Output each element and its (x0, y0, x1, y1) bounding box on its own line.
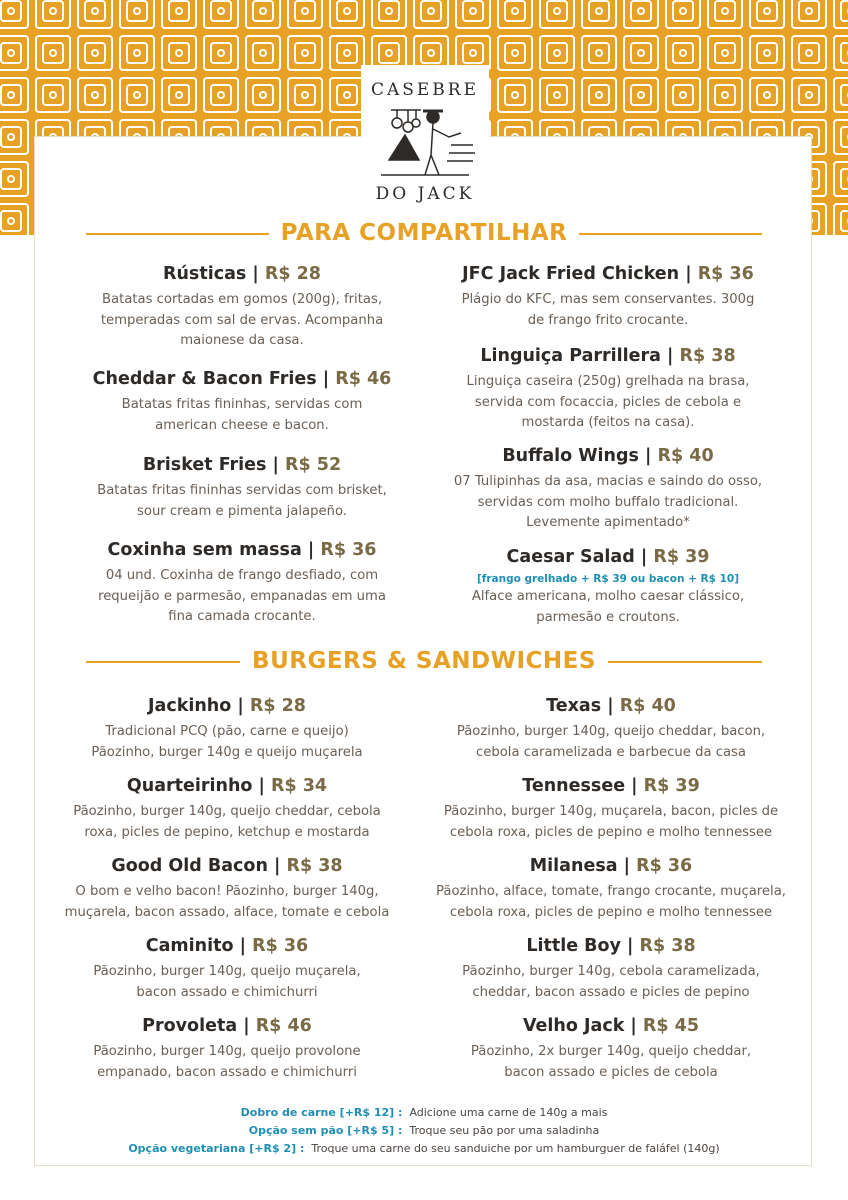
item-description: Pãozinho, burger 140g, queijo cheddar, cebola roxa, picles de pepino, ketchup e mostarda (73, 804, 381, 840)
pattern-square (379, 43, 399, 63)
pattern-square (8, 134, 14, 140)
item-name: Cheddar & Bacon Fries (92, 369, 317, 389)
item-price: R$ 28 (264, 264, 321, 284)
pattern-square (92, 92, 98, 98)
addon-line (0, 1140, 848, 1158)
item-description: Pãozinho, burger 140g, queijo provolone empanado, bacon assado e chimichurri (93, 1044, 361, 1080)
section-title-burgers (0, 648, 848, 674)
pattern-square (120, 78, 154, 112)
item-name: Velho Jack (522, 1016, 625, 1036)
item-description: Tradicional PCQ (pão, carne e queijo) Pãozinho, burger 140g e queijo muçarela (91, 724, 363, 760)
menu-item: Caesar Salad | R$ 39 [frango grelhado + R$ 39 ou bacon + R$ 10] Alface americana, molho caesar clássico, parmesão e croutons. (412, 545, 804, 628)
pattern-square (505, 85, 525, 105)
addon-text: Troque uma carne do seu sanduiche por um hamburguer de faláfel (140g) (311, 1142, 720, 1155)
menu-item: Tennessee | R$ 39 Pãozinho, burger 140g, muçarela, bacon, picles de cebola roxa, picles de pepino e molho tennessee (415, 774, 807, 843)
item-name: Rústicas (162, 264, 247, 284)
pattern-square (463, 1, 483, 21)
addon-text: Troque seu pão por uma saladinha (409, 1124, 600, 1137)
pattern-square (379, 1, 399, 21)
pattern-square (841, 1, 848, 21)
pattern-square (169, 1, 189, 21)
pattern-square (169, 43, 189, 63)
menu-item: Cheddar & Bacon Fries | R$ 46 Batatas fritas fininhas, servidas com american cheese e bacon. (46, 367, 438, 436)
pattern-square (302, 50, 308, 56)
pattern-square (596, 50, 602, 56)
item-name: Jackinho (148, 696, 232, 716)
item-name: JFC Jack Fried Chicken (462, 264, 680, 284)
pattern-square (750, 78, 784, 112)
pattern-square (841, 85, 848, 105)
item-price: R$ 39 (653, 547, 710, 567)
pattern-square (421, 1, 441, 21)
pattern-square (246, 78, 280, 112)
pattern-square (330, 78, 364, 112)
pattern-square (666, 36, 700, 70)
pattern-square (1, 1, 21, 21)
pattern-square (498, 36, 532, 70)
pattern-square (288, 36, 322, 70)
item-name: Good Old Bacon (111, 856, 268, 876)
pattern-square (631, 43, 651, 63)
pattern-square (127, 1, 147, 21)
menu-item: JFC Jack Fried Chicken | R$ 36 Plágio do KFC, mas sem conservantes. 300g de frango frito crocante. (412, 262, 804, 331)
pattern-square (512, 92, 518, 98)
menu-item: Coxinha sem massa | R$ 36 04 und. Coxinha de frango desfiado, com requeijão e parmesão, empanadas em uma fina camada crocante. (46, 538, 438, 628)
pattern-square (211, 85, 231, 105)
pattern-square (512, 8, 518, 14)
addon-label: Opção vegetariana [+R$ 2] : (128, 1142, 305, 1155)
pattern-square (218, 50, 224, 56)
pattern-square (589, 43, 609, 63)
menu-item: Good Old Bacon | R$ 38 O bom e velho bacon! Pãozinho, burger 140g, muçarela, bacon assado, alface, tomate e cebola (31, 854, 423, 923)
menu-item: Quarteirinho | R$ 34 Pãozinho, burger 140g, queijo cheddar, cebola roxa, picles de pepino, ketchup e mostarda (31, 774, 423, 843)
item-description: Alface americana, molho caesar clássico, parmesão e croutons. (471, 589, 745, 625)
pattern-square (631, 1, 651, 21)
menu-item: Caminito | R$ 36 Pãozinho, burger 140g, queijo muçarela, bacon assado e chimichurri (31, 934, 423, 1003)
item-price: R$ 40 (657, 446, 714, 466)
pattern-square (295, 85, 315, 105)
pattern-square (302, 8, 308, 14)
pattern-square (589, 85, 609, 105)
pattern-square (547, 1, 567, 21)
pattern-square (36, 36, 70, 70)
pattern-square (211, 43, 231, 63)
pattern-square (176, 92, 182, 98)
item-description: 04 und. Coxinha de frango desfiado, com requeijão e parmesão, empanadas em uma fina camada crocante. (98, 568, 386, 624)
item-price: R$ 45 (642, 1016, 700, 1036)
pattern-square (386, 8, 392, 14)
menu-item: Provoleta | R$ 46 Pãozinho, burger 140g, queijo provolone empanado, bacon assado e chimichurri (31, 1014, 423, 1083)
pattern-square (624, 36, 658, 70)
item-price: R$ 38 (679, 346, 736, 366)
item-price: R$ 36 (697, 264, 754, 284)
pattern-square (715, 1, 735, 21)
pattern-square (36, 78, 70, 112)
item-name: Caesar Salad (506, 547, 635, 567)
pattern-square (1, 127, 21, 147)
pattern-square (806, 8, 812, 14)
pattern-square (337, 43, 357, 63)
brand-logo (361, 65, 489, 211)
menu-item: Little Boy | R$ 38 Pãozinho, burger 140g, cebola caramelizada, cheddar, bacon assado e picles de pepino (415, 934, 807, 1003)
pattern-square (246, 36, 280, 70)
pattern-square (260, 8, 266, 14)
pattern-square (218, 8, 224, 14)
pattern-square (8, 176, 14, 182)
pattern-square (211, 1, 231, 21)
pattern-square (204, 36, 238, 70)
pattern-square (547, 43, 567, 63)
pattern-square (673, 85, 693, 105)
item-price: R$ 46 (255, 1016, 312, 1036)
pattern-square (708, 78, 742, 112)
item-description: Batatas cortadas em gomos (200g), fritas, temperadas com sal de ervas. Acompanha maionese da casa. (100, 292, 384, 348)
item-price: R$ 46 (335, 369, 392, 389)
pattern-square (1, 169, 21, 189)
pattern-square (463, 43, 483, 63)
pattern-square (673, 43, 693, 63)
pattern-square (1, 43, 21, 63)
addon-text: Adicione uma carne de 140g a mais (409, 1106, 608, 1119)
pattern-square (337, 1, 357, 21)
pattern-square (344, 50, 350, 56)
pattern-square (344, 92, 350, 98)
pattern-square (260, 50, 266, 56)
item-price: R$ 36 (320, 540, 377, 560)
pattern-square (596, 8, 602, 14)
pattern-square (715, 85, 735, 105)
pattern-square (470, 8, 476, 14)
pattern-square (582, 36, 616, 70)
pattern-square (120, 36, 154, 70)
addons-footer (0, 1104, 848, 1158)
addon-line (0, 1104, 848, 1122)
pattern-square (841, 43, 848, 63)
item-name: Little Boy (526, 936, 621, 956)
pattern-square (554, 8, 560, 14)
item-description: Pãozinho, burger 140g, muçarela, bacon, picles de cebola roxa, picles de pepino e molho tennessee (443, 804, 779, 840)
pattern-square (127, 85, 147, 105)
pattern-square (799, 43, 819, 63)
item-description: Pãozinho, alface, tomate, frango crocante, muçarela, cebola roxa, picles de pepino e molho tennessee (436, 884, 786, 920)
menu-item: Jackinho | R$ 28 Tradicional PCQ (pão, carne e queijo) Pãozinho, burger 140g e queijo muçarela (31, 694, 423, 763)
pattern-square (295, 1, 315, 21)
pattern-square (218, 92, 224, 98)
item-description: Pãozinho, burger 140g, cebola caramelizada, cheddar, bacon assado e picles de pepino (462, 964, 760, 1000)
pattern-square (337, 85, 357, 105)
item-name: Linguiça Parrillera (480, 346, 661, 366)
pattern-square (554, 92, 560, 98)
pattern-square (666, 78, 700, 112)
pattern-square (295, 43, 315, 63)
pattern-square (176, 8, 182, 14)
pattern-square (764, 50, 770, 56)
pattern-square (344, 8, 350, 14)
pattern-square (253, 1, 273, 21)
menu-item: Texas | R$ 40 Pãozinho, burger 140g, queijo cheddar, bacon, cebola caramelizada e barbecue da casa (415, 694, 807, 763)
pattern-square (757, 43, 777, 63)
pattern-square (1, 85, 21, 105)
pattern-square (134, 50, 140, 56)
pattern-square (764, 8, 770, 14)
addon-label: Dobro de carne [+R$ 12] : (240, 1106, 403, 1119)
pattern-square (540, 78, 574, 112)
pattern-square (680, 50, 686, 56)
item-price: R$ 34 (271, 776, 328, 796)
item-price: R$ 36 (636, 856, 693, 876)
pattern-square (708, 36, 742, 70)
item-name: Provoleta (142, 1016, 238, 1036)
pattern-square (85, 85, 105, 105)
item-description: Linguiça caseira (250g) grelhada na brasa, servida com focaccia, picles de cebola e mostarda (feitos na casa). (466, 374, 750, 430)
pattern-square (330, 36, 364, 70)
pattern-square (302, 92, 308, 98)
pattern-square (624, 78, 658, 112)
pattern-square (554, 50, 560, 56)
item-price: R$ 38 (286, 856, 343, 876)
item-name: Buffalo Wings (502, 446, 639, 466)
item-name: Caminito (145, 936, 234, 956)
section-title-share-text: PARA COMPARTILHAR (269, 220, 580, 246)
pattern-square (498, 78, 532, 112)
pattern-square (8, 92, 14, 98)
pattern-square (512, 50, 518, 56)
item-description: Batatas fritas fininhas, servidas com american cheese e bacon. (121, 397, 363, 433)
brand-line2: DO JACK (375, 184, 475, 204)
pattern-square (582, 78, 616, 112)
addon-label: Opção sem pão [+R$ 5] : (248, 1124, 403, 1137)
item-price: R$ 39 (643, 776, 700, 796)
item-price: R$ 40 (619, 696, 676, 716)
item-extra-options: [frango grelhado + R$ 39 ou bacon + R$ 10] (476, 573, 740, 585)
pattern-square (127, 43, 147, 63)
pattern-square (540, 36, 574, 70)
pattern-square (547, 85, 567, 105)
pattern-square (78, 36, 112, 70)
pattern-square (78, 78, 112, 112)
item-name: Milanesa (529, 856, 618, 876)
menu-item: Milanesa | R$ 36 Pãozinho, alface, tomate, frango crocante, muçarela, cebola roxa, picles de pepino e molho tennessee (415, 854, 807, 923)
pattern-square (260, 92, 266, 98)
pattern-square (638, 50, 644, 56)
pattern-square (176, 50, 182, 56)
pattern-square (673, 1, 693, 21)
item-price: R$ 38 (639, 936, 696, 956)
pattern-square (253, 43, 273, 63)
pattern-square (428, 8, 434, 14)
pattern-square (806, 50, 812, 56)
pattern-square (680, 92, 686, 98)
item-name: Tennessee (522, 776, 626, 796)
pattern-square (134, 92, 140, 98)
pattern-square (43, 1, 63, 21)
pattern-square (799, 85, 819, 105)
pattern-square (589, 1, 609, 21)
pattern-square (50, 92, 56, 98)
pattern-square (386, 50, 392, 56)
pattern-square (638, 8, 644, 14)
pattern-square (50, 50, 56, 56)
item-description: Batatas fritas fininhas servidas com brisket, sour cream e pimenta jalapeño. (97, 483, 387, 519)
pattern-square (162, 36, 196, 70)
addon-line (0, 1122, 848, 1140)
item-name: Coxinha sem massa (107, 540, 302, 560)
pattern-square (841, 127, 848, 147)
item-description: Plágio do KFC, mas sem conservantes. 300g de frango frito crocante. (461, 292, 755, 328)
pattern-square (841, 169, 848, 189)
pattern-square (169, 85, 189, 105)
pattern-square (505, 43, 525, 63)
pattern-square (799, 1, 819, 21)
pattern-square (715, 43, 735, 63)
item-description: Pãozinho, 2x burger 140g, queijo cheddar, bacon assado e picles de cebola (470, 1044, 752, 1080)
pattern-square (8, 50, 14, 56)
pattern-square (288, 78, 322, 112)
item-description: 07 Tulipinhas da asa, macias e saindo do osso, servidas com molho buffalo tradicional. Levemente apimentado* (453, 474, 763, 530)
pattern-square (470, 50, 476, 56)
pattern-square (43, 43, 63, 63)
item-price: R$ 36 (252, 936, 309, 956)
item-name: Quarteirinho (126, 776, 253, 796)
pattern-square (43, 85, 63, 105)
item-description: O bom e velho bacon! Pãozinho, burger 140g, muçarela, bacon assado, alface, tomate e cebola (64, 884, 390, 920)
section-title-share (0, 220, 848, 246)
pattern-square (85, 43, 105, 63)
pattern-square (50, 8, 56, 14)
pattern-square (85, 1, 105, 21)
item-price: R$ 52 (285, 455, 342, 475)
menu-item: Buffalo Wings | R$ 40 07 Tulipinhas da asa, macias e saindo do osso, servidas com molho buffalo tradicional. Levemente apimentado* (412, 444, 804, 534)
pattern-square (92, 50, 98, 56)
menu-item: Linguiça Parrillera | R$ 38 Linguiça caseira (250g) grelhada na brasa, servida com focaccia, picles de cebola e mostarda (feitos na casa). (412, 344, 804, 434)
pattern-square (792, 78, 826, 112)
menu-item: Velho Jack | R$ 45 Pãozinho, 2x burger 140g, queijo cheddar, bacon assado e picles de cebola (415, 1014, 807, 1083)
pattern-square (596, 92, 602, 98)
pattern-square (505, 1, 525, 21)
pattern-square (134, 8, 140, 14)
grill-man-illustration (381, 110, 475, 175)
pattern-square (792, 36, 826, 70)
pattern-square (722, 8, 728, 14)
pattern-square (8, 8, 14, 14)
pattern-square (806, 92, 812, 98)
menu-item: Rústicas | R$ 28 Batatas cortadas em gomos (200g), fritas, temperadas com sal de ervas. Acompanha maionese da casa. (46, 262, 438, 352)
pattern-square (638, 92, 644, 98)
pattern-square (680, 8, 686, 14)
pattern-square (421, 43, 441, 63)
item-description: Pãozinho, burger 140g, queijo cheddar, bacon, cebola caramelizada e barbecue da casa (456, 724, 766, 760)
pattern-square (204, 78, 238, 112)
pattern-square (92, 8, 98, 14)
pattern-square (750, 36, 784, 70)
pattern-square (722, 92, 728, 98)
pattern-square (764, 92, 770, 98)
pattern-square (428, 50, 434, 56)
item-price: R$ 28 (249, 696, 306, 716)
pattern-square (253, 85, 273, 105)
pattern-square (722, 50, 728, 56)
pattern-square (757, 1, 777, 21)
section-title-burgers-text: BURGERS & SANDWICHES (240, 648, 608, 674)
item-name: Brisket Fries (142, 455, 267, 475)
item-description: Pãozinho, burger 140g, queijo muçarela, bacon assado e chimichurri (93, 964, 361, 1000)
pattern-square (631, 85, 651, 105)
pattern-square (757, 85, 777, 105)
item-name: Texas (546, 696, 602, 716)
brand-line1: CASEBRE (370, 80, 480, 100)
menu-item: Brisket Fries | R$ 52 Batatas fritas fininhas servidas com brisket, sour cream e pimenta jalapeño. (46, 453, 438, 522)
pattern-square (162, 78, 196, 112)
